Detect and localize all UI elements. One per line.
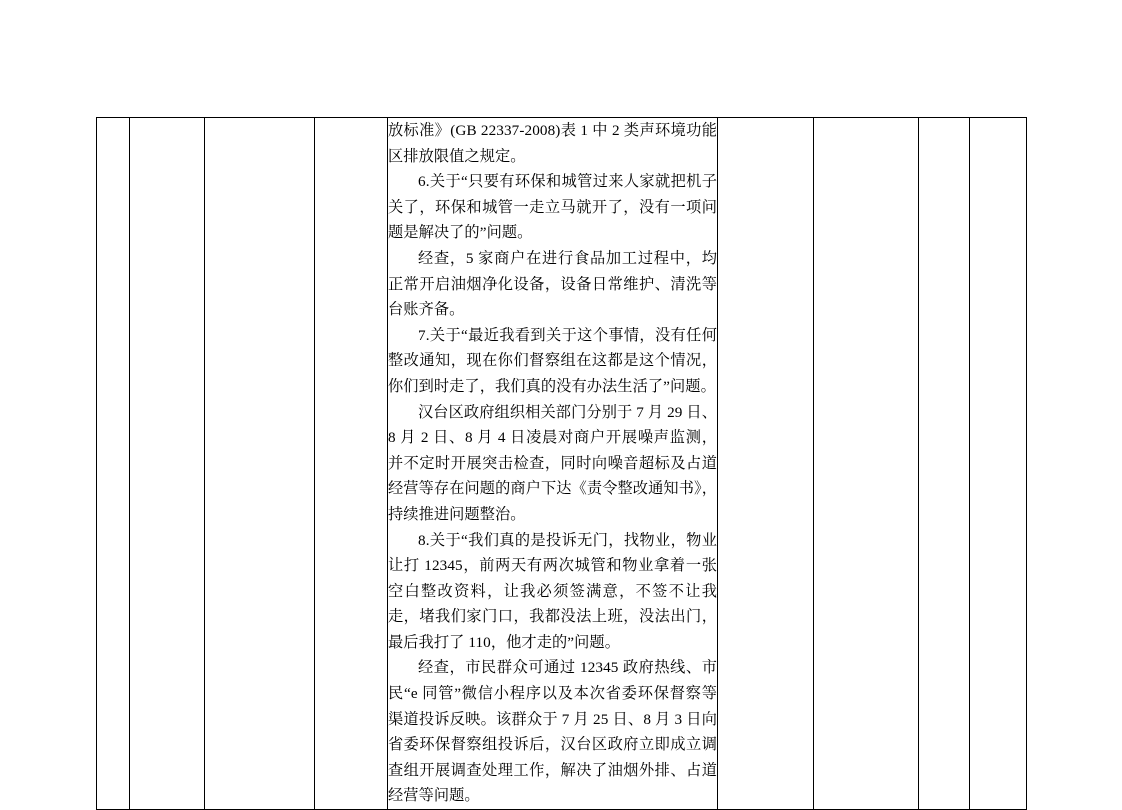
table-row <box>97 118 1027 810</box>
paragraph-2: 6.关于“只要有环保和城管过来人家就把机子关了，环保和城管一走立马就开了，没有一项问题是解决了的”问题。 <box>388 173 717 242</box>
table-cell-3 <box>205 118 315 810</box>
table-cell-7 <box>814 118 919 810</box>
table-cell-6 <box>718 118 814 810</box>
paragraph-7: 经查，市民群众可通过 12345 政府热线、市民“e 同管”微信小程序以及本次省委环保督察等渠道投诉反映。该群众于 7 月 25 日、8 月 3 日向省委环保督察组投诉后，汉台区政府立即成立调查组开展调查处理工作，解决了油烟外排、占道经营等问题。 <box>388 659 717 805</box>
report-table <box>96 117 1027 810</box>
table-cell-1 <box>97 118 130 810</box>
table-cell-content <box>388 118 718 810</box>
paragraph-1: 放标准》(GB 22337-2008)表 1 中 2 类声环境功能区排放限值之规定。 <box>388 122 717 165</box>
paragraph-3: 经查，5 家商户在进行食品加工过程中，均正常开启油烟净化设备，设备日常维护、清洗等台账齐备。 <box>388 249 717 319</box>
table-cell-2 <box>130 118 205 810</box>
table-cell-4 <box>315 118 388 810</box>
paragraph-5: 汉台区政府组织相关部门分别于 7 月 29 日、8 月 2 日、8 月 4 日凌晨对商户开展噪声监测，并不定时开展突击检查，同时向噪音超标及占道经营等存在问题的商户下达《责令整改通知书》，持续推进问题整治。 <box>388 403 717 523</box>
table-cell-8 <box>919 118 970 810</box>
table-cell-9 <box>970 118 1027 810</box>
paragraph-4: 7.关于“最近我看到关于这个事情，没有任何整改通知，现在你们督察组在这都是这个情况，你们到时走了，我们真的没有办法生活了”问题。 <box>388 326 717 395</box>
paragraph-6: 8.关于“我们真的是投诉无门，找物业，物业让打 12345，前两天有两次城管和物业拿着一张空白整改资料，让我必须签满意，不签不让我走，堵我们家门口，我都没法上班，没法出门，最后我打了 110，他才走的”问题。 <box>388 531 717 651</box>
